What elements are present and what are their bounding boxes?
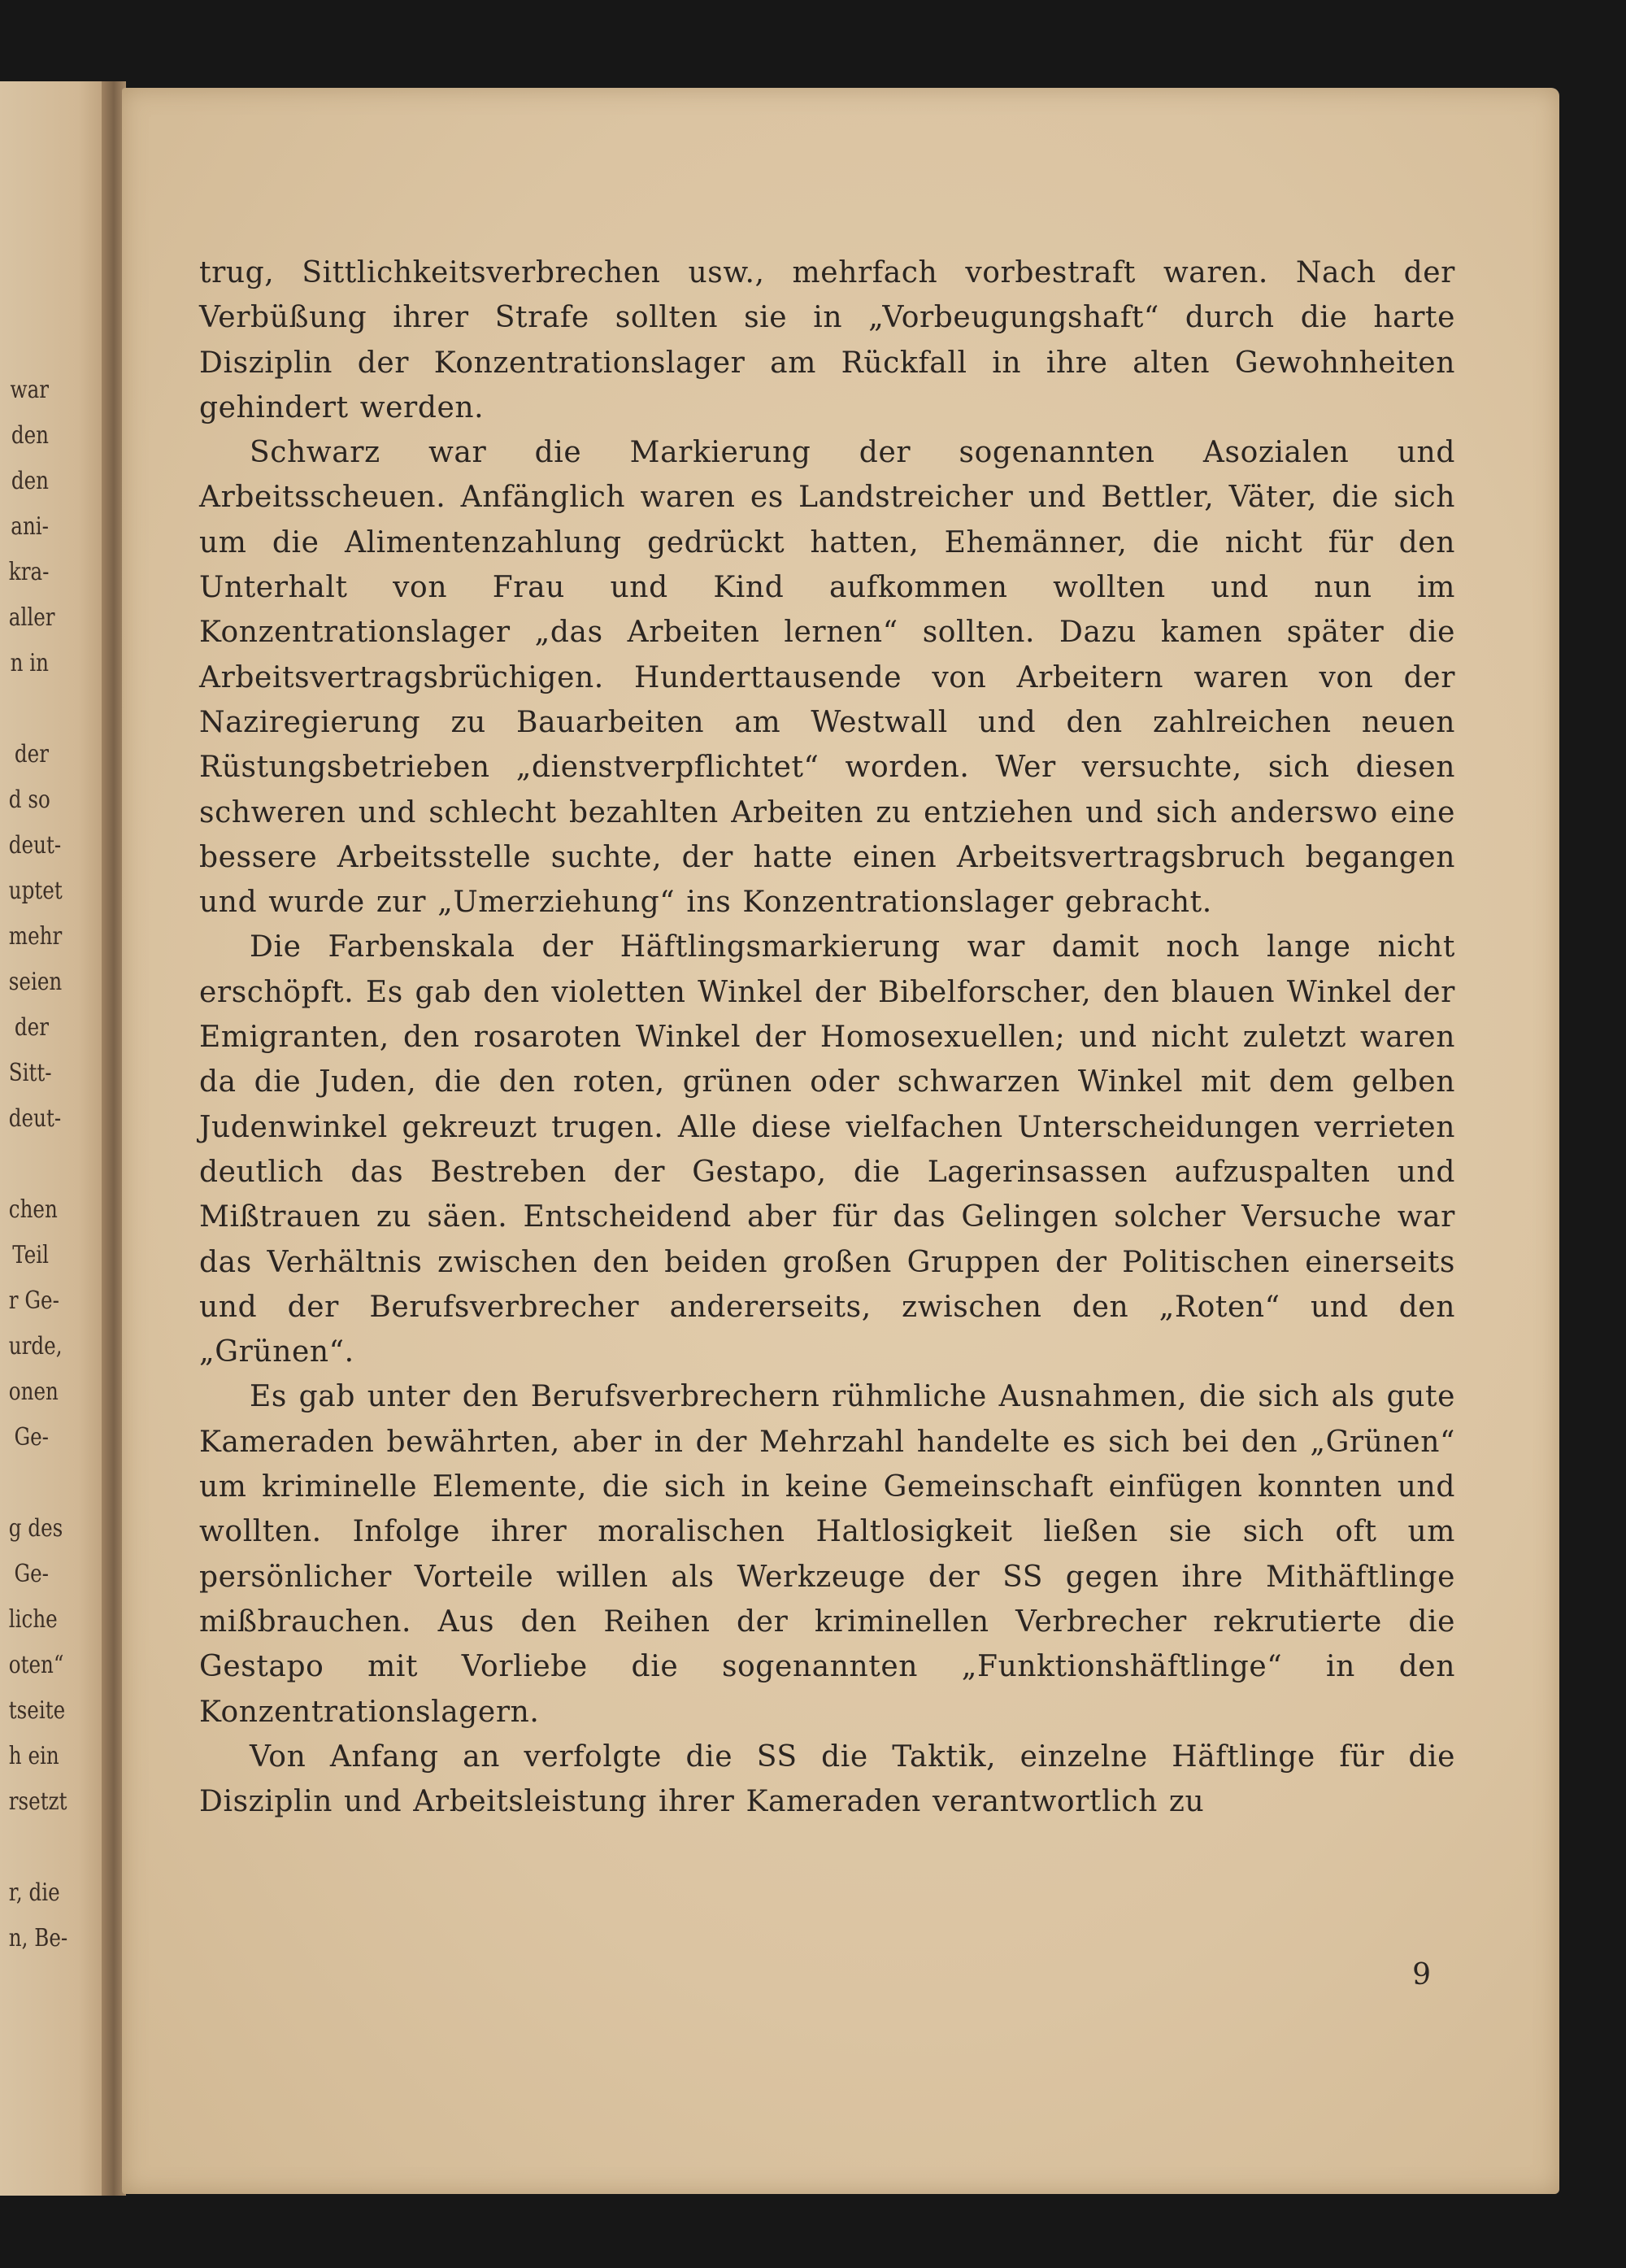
- left-page-fragment: tseite: [8, 1696, 66, 1725]
- left-page-fragment: Ge-: [14, 1560, 49, 1588]
- left-page-fragment: deut-: [8, 1104, 62, 1133]
- left-page-fragment: oten“: [8, 1651, 64, 1679]
- left-page-fragment: n, Be-: [8, 1924, 68, 1952]
- left-page-fragment: seien: [8, 968, 63, 996]
- left-page-fragment: r, die: [8, 1878, 60, 1907]
- left-facing-page: [0, 81, 112, 2196]
- left-page-fragment: Sitt-: [8, 1059, 52, 1087]
- left-page-fragment: rsetzt: [8, 1787, 67, 1816]
- main-page: [122, 88, 1559, 2194]
- left-page-fragment: deut-: [8, 831, 62, 860]
- left-page-fragment: Teil: [12, 1241, 50, 1269]
- left-page-fragment: den: [11, 421, 50, 450]
- left-page-fragment: n in: [10, 649, 50, 677]
- body-text: [199, 250, 1455, 1824]
- left-page-fragment: ani-: [11, 512, 49, 541]
- paragraph: trug, Sittlichkeitsverbrechen usw., mehrfach vorbestraft waren. Nach der Verbüßung ihrer Strafe sollten sie in „Vorbeugungshaft“ durch die harte Disziplin der Konzentrationslager am Rückfall in ihre alten Gewohnheiten gehindert werden.: [199, 256, 1455, 424]
- left-page-fragment: mehr: [8, 922, 63, 951]
- left-page-fragment: h ein: [8, 1742, 59, 1770]
- left-page-fragment: uptet: [8, 877, 63, 905]
- paragraph: Von Anfang an verfolgte die SS die Taktik, einzelne Häftlinge für die Disziplin und Arbeitsleistung ihrer Kameraden verantwortlich zu: [199, 1739, 1455, 1819]
- paragraph: Die Farbenskala der Häftlingsmarkierung war damit noch lange nicht erschöpft. Es gab den violetten Winkel der Bibelforscher, den blauen Winkel der Emigranten, den rosaroten Winkel der Homosexuellen; und nicht zuletzt waren da die Juden, die den roten, grünen oder schwarzen Winkel mit dem gelben Judenwinkel gekreuzt trugen. Alle diese vielfachen Unterscheidungen verrieten deutlich das Bestreben der Gestapo, die Lagerinsassen aufzuspalten und Mißtrauen zu säen. Entscheidend aber für das Gelingen solcher Versuche war das Verhältnis zwischen den beiden großen Gruppen der Politischen einerseits und der Berufsverbrecher andererseits, zwischen den „Roten“ und den „Grünen“.: [199, 930, 1455, 1369]
- paragraph: Schwarz war die Markierung der sogenannten Asozialen und Arbeitsscheuen. Anfänglich waren es Landstreicher und Bettler, Väter, die sich um die Alimentenzahlung gedrückt hatten, Ehemänner, die nicht für den Unterhalt von Frau und Kind aufkommen wollten und nun im Konzentrationslager „das Arbeiten lernen“ sollten. Dazu kamen später die Arbeitsvertragsbrüchigen. Hunderttausende von Arbeitern waren von der Naziregierung zu Bauarbeiten am Westwall und den zahlreichen neuen Rüstungsbetrieben „dienstverpflichtet“ worden. Wer versuchte, sich diesen schweren und schlecht bezahlten Arbeiten zu entziehen und sich anderswo eine bessere Arbeitsstelle suchte, der hatte einen Arbeitsvertragsbruch begangen und wurde zur „Umerziehung“ ins Konzentrationslager gebracht.: [199, 436, 1455, 920]
- left-page-fragment: r Ge-: [8, 1286, 59, 1315]
- left-page-fragment: g des: [8, 1514, 63, 1543]
- left-page-fragment: Ge-: [14, 1423, 49, 1452]
- left-page-fragment: liche: [8, 1605, 58, 1634]
- left-page-fragment: urde,: [8, 1332, 63, 1360]
- left-page-fragment: d so: [8, 786, 50, 814]
- left-page-fragment: war: [10, 376, 49, 404]
- page-number: 9: [1412, 1958, 1431, 1992]
- left-page-fragment: den: [11, 467, 50, 495]
- left-page-fragment: der: [14, 1013, 49, 1042]
- left-page-fragment: chen: [8, 1195, 58, 1224]
- left-page-fragment: onen: [8, 1378, 59, 1406]
- left-page-fragment: aller: [8, 603, 55, 632]
- left-page-fragment: kra-: [8, 558, 50, 586]
- paragraph: Es gab unter den Berufsverbrechern rühmliche Ausnahmen, die sich als gute Kameraden bewährten, aber in der Mehrzahl handelte es sich bei den „Grünen“ um kriminelle Elemente, die sich in keine Gemeinschaft einfügen konnten und wollten. Infolge ihrer moralischen Haltlosigkeit ließen sie sich oft um persönlicher Vorteile willen als Werkzeuge der SS gegen ihre Mithäftlinge mißbrauchen. Aus den Reihen der kriminellen Verbrecher rekrutierte die Gestapo mit Vorliebe die sogenannten „Funktionshäftlinge“ in den Konzentrationslagern.: [199, 1380, 1455, 1729]
- left-page-fragment: der: [14, 740, 49, 768]
